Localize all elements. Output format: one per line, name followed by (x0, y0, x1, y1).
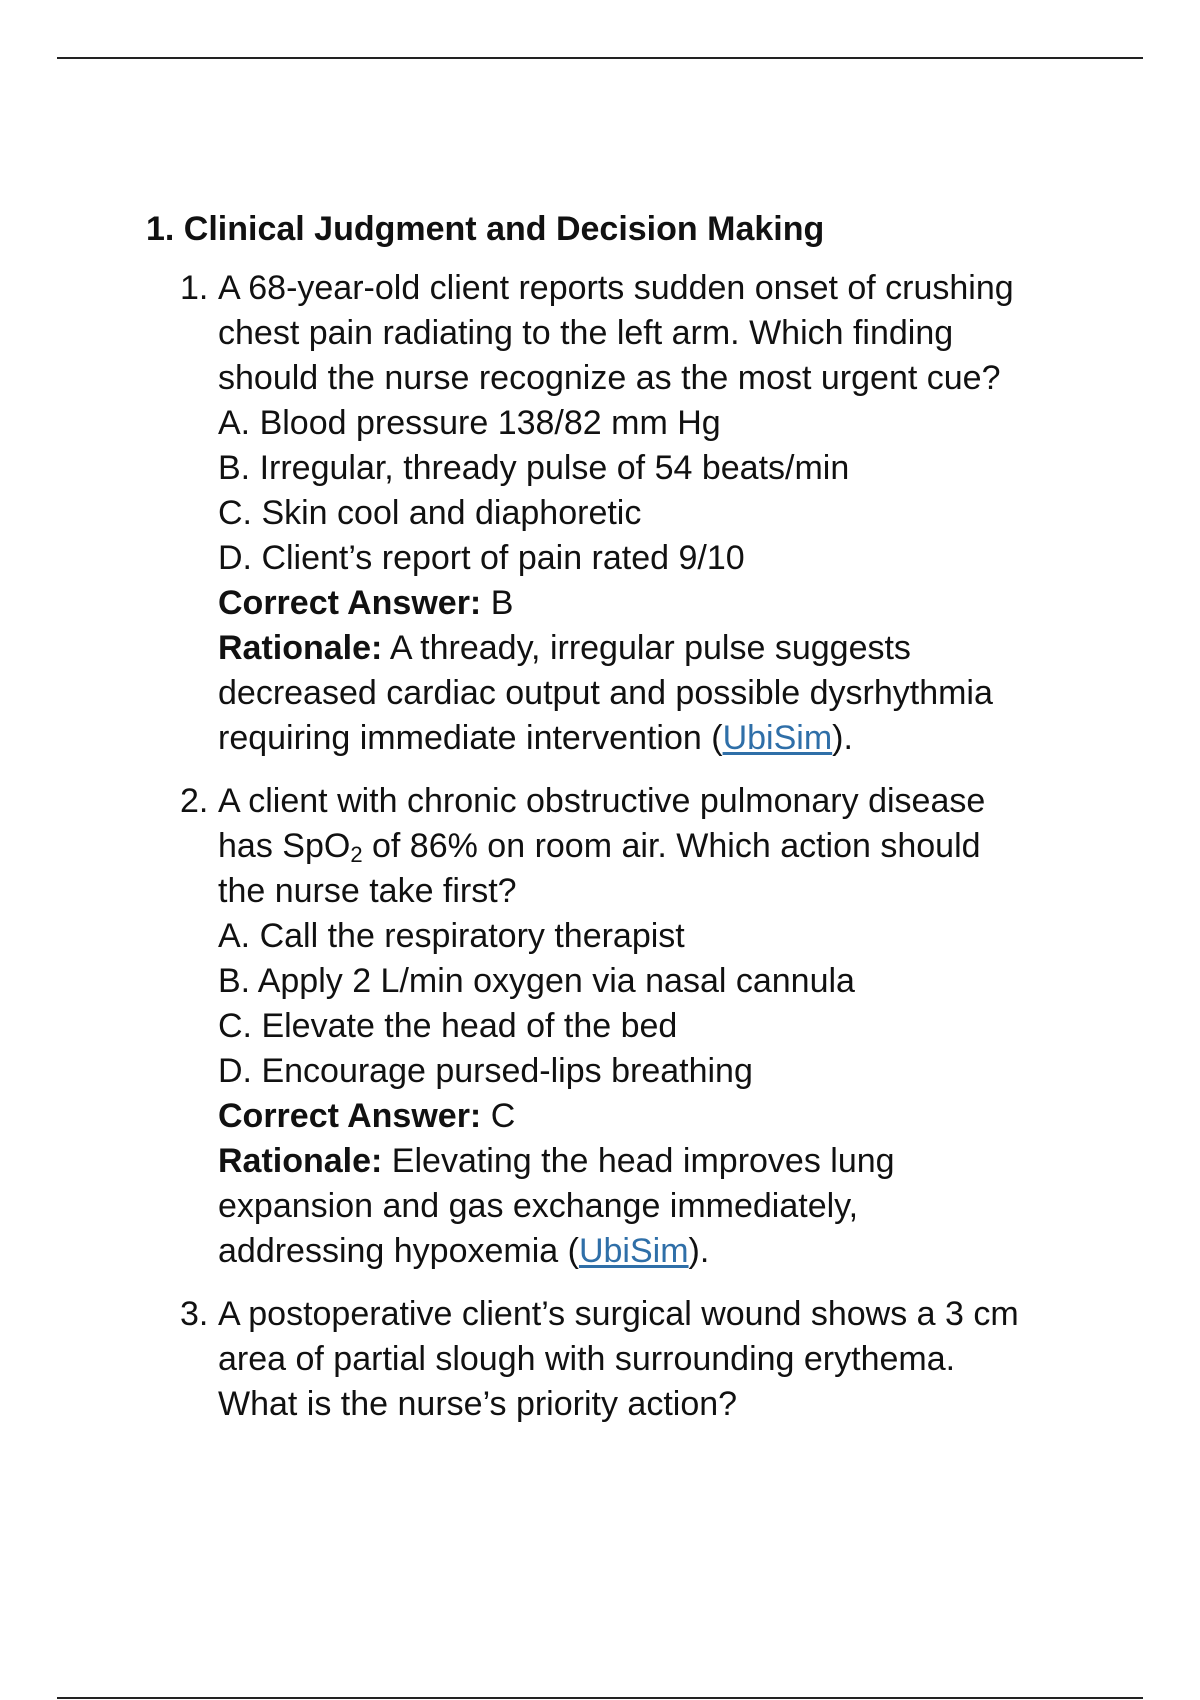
source-link[interactable]: UbiSim (722, 719, 833, 757)
question-number: 3. (180, 1295, 209, 1333)
rationale-line: decreased cardiac output and possible dysrhythmia (218, 674, 993, 712)
rationale-text: A thready, irregular pulse suggests (382, 629, 911, 667)
rationale-end: ). (832, 719, 853, 757)
question-body (218, 1292, 1100, 1427)
answer-option-a: A. Call the respiratory therapist (218, 917, 685, 955)
correct-answer (218, 1094, 1100, 1139)
question-stem-line: A 68-year-old client reports sudden onset of crushing (218, 269, 1014, 307)
question-stem-line: chest pain radiating to the left arm. Which finding (218, 314, 954, 352)
source-link[interactable]: UbiSim (578, 1232, 689, 1270)
answer-option-c: C. Elevate the head of the bed (218, 1007, 678, 1045)
question-number: 2. (180, 782, 209, 820)
rationale-line (218, 1139, 1100, 1184)
top-rule (57, 57, 1143, 59)
question-stem-line: the nurse take first? (218, 872, 517, 910)
rationale-text: requiring immediate intervention ( (218, 719, 723, 757)
answer-option-b: B. Irregular, thready pulse of 54 beats/min (218, 449, 850, 487)
correct-answer-label: Correct Answer: (218, 584, 482, 622)
question-stem-line: area of partial slough with surrounding erythema. (218, 1340, 956, 1378)
answer-option-a: A. Blood pressure 138/82 mm Hg (218, 404, 721, 442)
question-stem-line: A client with chronic obstructive pulmonary disease (218, 782, 986, 820)
question-body (218, 779, 1100, 1274)
question-stem-line: should the nurse recognize as the most urgent cue? (218, 359, 1001, 397)
stem-text: has SpO (218, 827, 351, 865)
rationale-line (218, 716, 1100, 761)
question-3 (180, 1292, 1100, 1427)
correct-answer-value: B (481, 584, 514, 622)
rationale-line (218, 626, 1100, 671)
question-stem-line: What is the nurse’s priority action? (218, 1385, 738, 1423)
rationale-label: Rationale: (218, 629, 383, 667)
section-title: 1. Clinical Judgment and Decision Making (146, 210, 825, 248)
rationale-line: expansion and gas exchange immediately, (218, 1187, 859, 1225)
rationale-text: addressing hypoxemia ( (218, 1232, 579, 1270)
correct-answer-value: C (481, 1097, 516, 1135)
subscript: 2 (350, 842, 363, 867)
answer-option-c: C. Skin cool and diaphoretic (218, 494, 642, 532)
answer-option-b: B. Apply 2 L/min oxygen via nasal cannula (218, 962, 855, 1000)
answer-option-d: D. Client’s report of pain rated 9/10 (218, 539, 745, 577)
rationale-label: Rationale: (218, 1142, 383, 1180)
question-2 (180, 779, 1100, 1274)
question-1 (180, 266, 1100, 761)
rationale-line (218, 1229, 1100, 1274)
rationale-text: Elevating the head improves lung (382, 1142, 895, 1180)
question-number: 1. (180, 269, 209, 307)
stem-text: of 86% on room air. Which action should (362, 827, 981, 865)
correct-answer (218, 581, 1100, 626)
correct-answer-label: Correct Answer: (218, 1097, 482, 1135)
question-stem-line: A postoperative client’s surgical wound shows a 3 cm (218, 1295, 1019, 1333)
question-stem-line (218, 824, 1100, 869)
rationale-end: ). (688, 1232, 710, 1270)
bottom-rule (57, 1697, 1143, 1699)
answer-option-d: D. Encourage pursed-lips breathing (218, 1052, 753, 1090)
question-body (218, 266, 1100, 761)
